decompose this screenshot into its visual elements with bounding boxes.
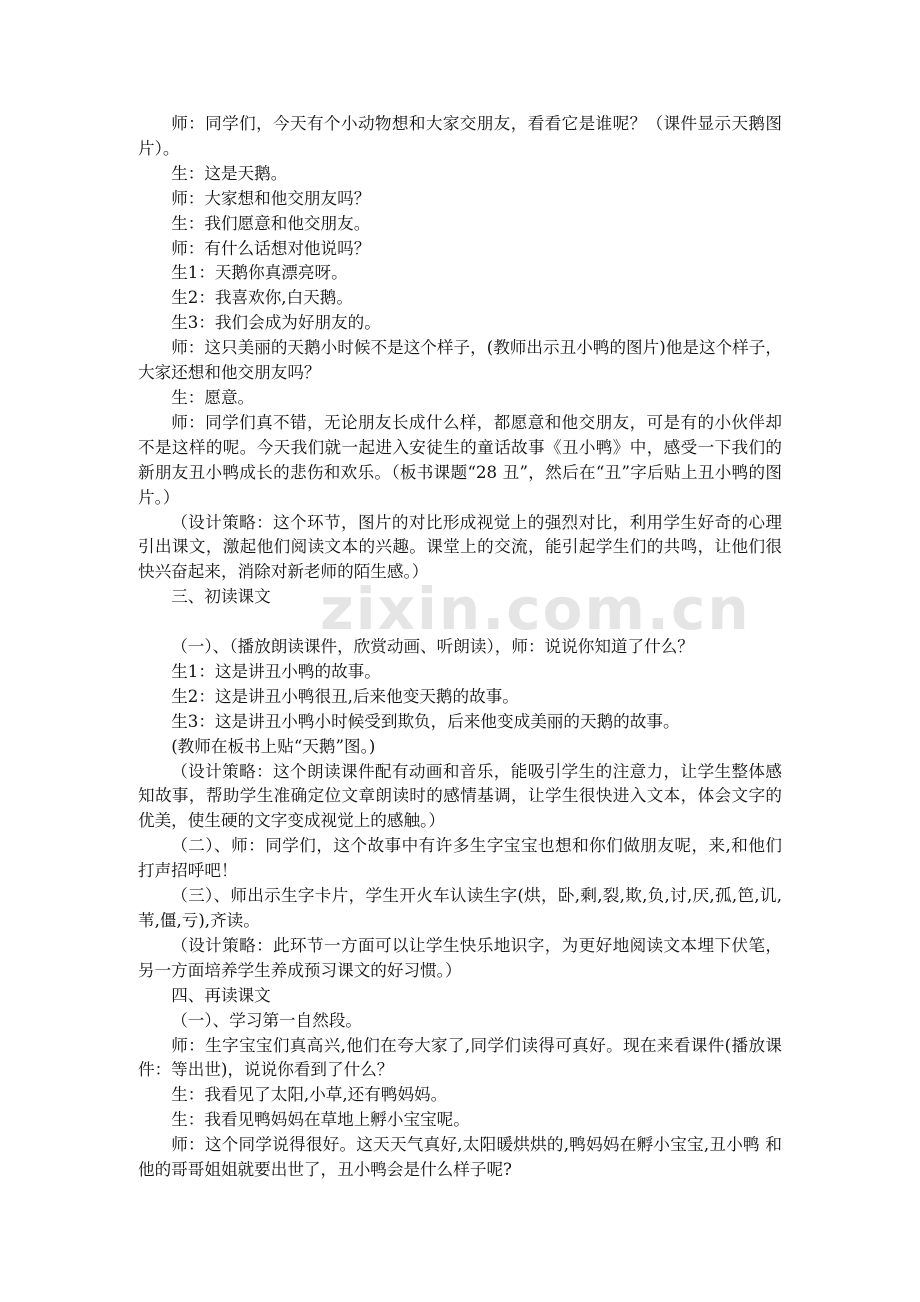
paragraph: 生：愿意。 <box>171 387 255 407</box>
paragraph: (教师在板书上贴“天鹅”图。) <box>171 736 376 756</box>
design-strategy-note: （设计策略：这个环节，图片的对比形成视觉上的强烈对比，利用学生好奇的心理引出课文，激起他们阅读文本的兴趣。课堂上的交流，能引起学生们的共鸣，让他们很快兴奋起来，消除对新老师的陌生感。） <box>138 512 782 582</box>
paragraph: 师：大家想和他交朋友吗？ <box>171 188 371 208</box>
paragraph: 师：这只美丽的天鹅小时候不是这个样子，(教师出示丑小鸭的图片)他是这个样子，大家还想和他交朋友吗？ <box>138 338 782 383</box>
paragraph: 师：这个同学说得很好。这天天气真好,太阳暖烘烘的,鸭妈妈在孵小宝宝,丑小鸭 和他的哥哥姐姐就要出世了，丑小鸭会是什么样子呢? <box>138 1135 782 1180</box>
paragraph: 师：有什么话想对他说吗？ <box>171 238 371 258</box>
paragraph: 生3：这是讲丑小鸭小时候受到欺负，后来他变成美丽的天鹅的故事。 <box>171 711 680 731</box>
section-heading: 四、再读课文 <box>171 985 271 1005</box>
paragraph: 生3：我们会成为好朋友的。 <box>171 313 381 333</box>
design-strategy-note: （设计策略：这个朗读课件配有动画和音乐，能吸引学生的注意力，让学生整体感知故事，帮助学生准确定位文章朗读时的感情基调，让学生很快进入文本，体会文字的优美，使生硬的文字变成视觉上的感触。） <box>138 761 782 831</box>
paragraph: 生2：这是讲丑小鸭很丑,后来他变天鹅的故事。 <box>171 686 519 706</box>
paragraph: 生1：天鹅你真漂亮呀。 <box>171 263 348 283</box>
section-heading: 三、初读课文 <box>171 587 271 607</box>
paragraph: 生：我们愿意和他交朋友。 <box>171 213 371 233</box>
paragraph: 生2：我喜欢你,白天鹅。 <box>171 288 353 308</box>
paragraph: 师：同学们真不错，无论朋友长成什么样，都愿意和他交朋友，可是有的小伙伴却不是这样的呢。今天我们就一起进入安徒生的童话故事《丑小鸭》中，感受一下我们的新朋友丑小鸭成长的悲伤和欢乐。（板书课题“28 丑”，然后在“丑”字后贴上丑小鸭的图片。） <box>138 412 782 507</box>
design-strategy-note: （设计策略：此环节一方面可以让学生快乐地识字，为更好地阅读文本埋下伏笔，另一方面培养学生养成预习课文的好习惯。） <box>138 935 782 980</box>
document-body <box>138 112 782 1183</box>
blank-line <box>138 610 782 635</box>
paragraph: 师：生字宝宝们真高兴,他们在夸大家了,同学们读得可真好。现在来看课件(播放课件：等出世)，说说你看到了什么？ <box>138 1035 782 1080</box>
paragraph: （三）、师出示生字卡片，学生开火车认读生字(烘，卧,剩,裂,欺,负,讨,厌,孤,笆,讥,苇,僵,亏),齐读。 <box>138 886 782 930</box>
watermark: zixin.com.cn <box>320 575 751 643</box>
paragraph: 生：我看见了太阳,小草,还有鸭妈妈。 <box>171 1085 448 1105</box>
paragraph: 师：同学们，今天有个小动物想和大家交朋友，看看它是谁呢？（课件显示天鹅图片）。 <box>138 114 782 158</box>
paragraph: （一）、学习第一自然段。 <box>171 1010 363 1030</box>
paragraph: 生：我看见鸭妈妈在草地上孵小宝宝呢。 <box>171 1110 470 1130</box>
paragraph: 生：这是天鹅。 <box>171 163 288 183</box>
paragraph: 生1：这是讲丑小鸭的故事。 <box>171 661 381 681</box>
paragraph: （一）、（播放朗读课件，欣赏动画、听朗读），师：说说你知道了什么？ <box>171 637 694 657</box>
paragraph: （二）、师：同学们，这个故事中有许多生字宝宝也想和你们做朋友呢，来,和他们打声招呼吧！ <box>138 836 782 881</box>
